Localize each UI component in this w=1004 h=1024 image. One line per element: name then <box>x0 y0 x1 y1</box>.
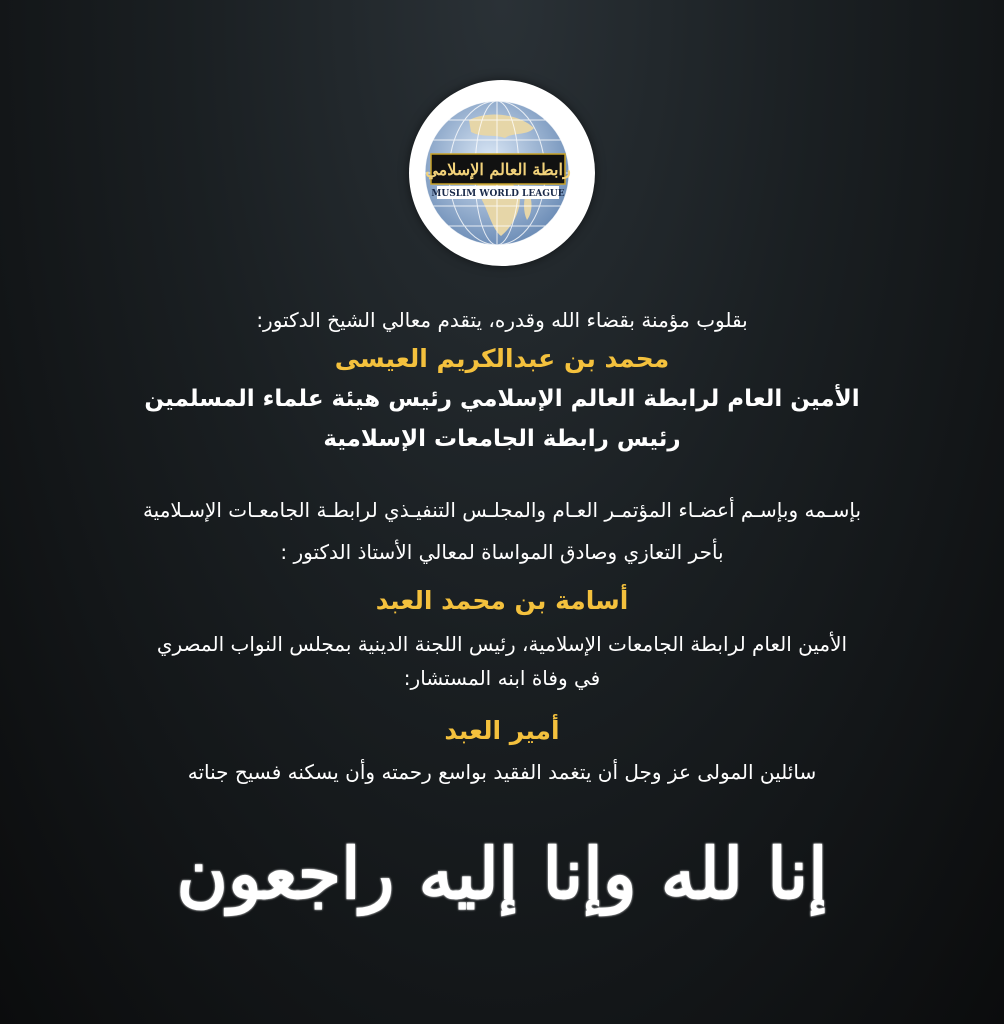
intro-text: بقلوب مؤمنة بقضاء الله وقدره، يتقدم معالي الشيخ الدكتور: <box>256 308 748 332</box>
recipient-name: أسامة بن محمد العبد <box>375 586 629 615</box>
logo-english-name: MUSLIM WORLD LEAGUE <box>431 189 565 199</box>
muslim-world-league-logo <box>409 80 595 266</box>
recipient-title-line2: في وفاة ابنه المستشار: <box>403 666 601 690</box>
body-line1: بإسـمه وبإسـم أعضـاء المؤتمـر العـام والمجلـس التنفيـذي لرابطـة الجامعـات الإسـلامية <box>142 498 862 522</box>
logo-arabic-name: رابطة العالم الإسلامي <box>425 160 571 179</box>
body-line2: بأحر التعازي وصادق المواساة لمعالي الأستاذ الدكتور : <box>280 540 724 564</box>
sender-name: محمد بن عبدالكريم العيسى <box>334 344 670 373</box>
prayer-text: سائلين المولى عز وجل أن يتغمد الفقيد بواسع رحمته وأن يسكنه فسيح جناته <box>187 760 817 784</box>
sender-title-line2: رئيس رابطة الجامعات الإسلامية <box>323 426 681 452</box>
calligraphy-verse: إنا لله وإنا إليه راجعون <box>176 832 828 915</box>
recipient-title-line1: الأمين العام لرابطة الجامعات الإسلامية، رئيس اللجنة الدينية بمجلس النواب المصري <box>156 632 848 656</box>
sender-title-line1: الأمين العام لرابطة العالم الإسلامي رئيس هيئة علماء المسلمين <box>144 386 860 412</box>
globe-crescent-emblem <box>409 80 595 266</box>
deceased-name: أمير العبد <box>444 716 560 745</box>
